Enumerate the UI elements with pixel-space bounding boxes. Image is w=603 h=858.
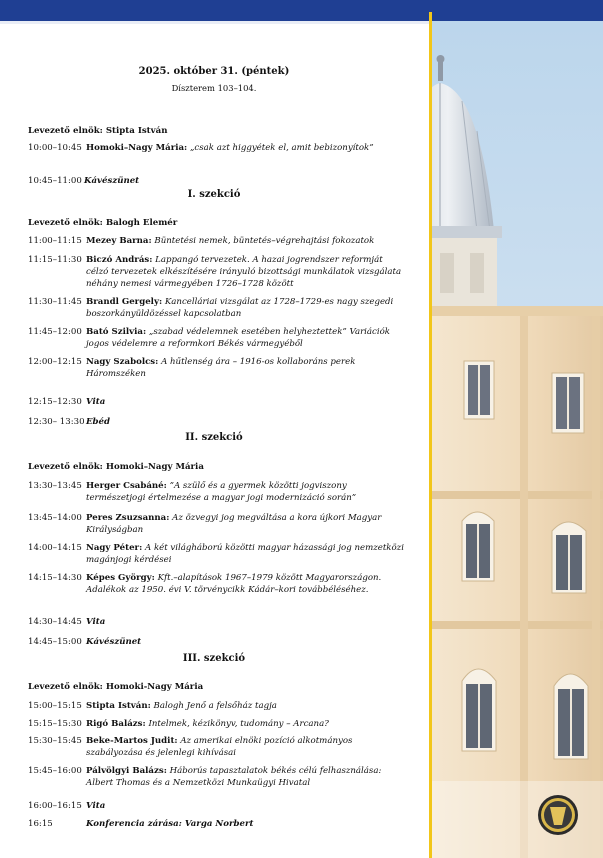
talk-biczo-line2: célzó tervezetek elkészítésére irányuló bizottsági munkálatok vizsgálata <box>86 267 402 277</box>
time-1430: 14:30–14:45 <box>28 617 82 627</box>
coffee-break-2: Kávészünet <box>86 637 142 647</box>
chair-block0: Levezető elnök: Stipta István <box>28 126 168 136</box>
talk-palvolgyi: Pálvölgyi Balázs: Háborús tapasztalatok békés célú felhasználása: <box>86 766 382 776</box>
time-1600: 16:00–16:15 <box>28 801 82 811</box>
talk-kepes: Képes György: Kft.–alapítások 1967–1979 között Magyarországon. <box>86 573 382 583</box>
chair-section3: Levezető elnök: Homoki-Nagy Mária <box>28 682 204 692</box>
time-1100: 11:00–11:15 <box>28 236 82 246</box>
time-1445: 14:45–15:00 <box>28 637 82 647</box>
talk-biczo: Biczó András: Lappangó tervezetek. A hazai jogrendszer reformját <box>86 255 383 265</box>
time-1230: 12:30– 13:30 <box>28 417 85 427</box>
building-illustration <box>432 21 603 858</box>
talk-beke-martos: Beke-Martos Judit: Az amerikai elnöki pozíció alkotmányos <box>86 736 353 746</box>
talk-brandl: Brandl Gergely: Kancelláriai vizsgálat az 1728–1729-es nagy szegedi <box>86 297 394 307</box>
talk-stipta: Stipta István: Balogh Jenő a felsőház tagja <box>86 701 277 711</box>
time-1200: 12:00–12:15 <box>28 357 82 367</box>
talk-mezey: Mezey Barna: Büntetési nemek, büntetés–végrehajtási fokozatok <box>86 236 375 246</box>
conference-closing: Konferencia zárása: Varga Norbert <box>86 819 254 829</box>
emblem-seal <box>538 795 578 835</box>
time-1345: 13:45–14:00 <box>28 513 82 523</box>
talk-peres: Peres Zsuzsanna: Az özvegyi jog megváltása a kora újkori Magyar <box>86 513 382 523</box>
section-3-heading: III. szekció <box>182 653 246 664</box>
event-date: 2025. október 31. (péntek) <box>138 66 290 77</box>
chair-section2: Levezető elnök: Homoki–Nagy Mária <box>28 462 204 472</box>
talk-nagy-peter: Nagy Péter: A két világháború közötti magyar házassági jog nemzetközi <box>86 543 404 553</box>
talk-nagy-peter-line2: magánjogi kérdései <box>86 555 172 565</box>
chair-section1: Levezető elnök: Balogh Elemér <box>28 218 178 228</box>
time-1215: 12:15–12:30 <box>28 397 82 407</box>
lunch: Ebéd <box>86 417 111 427</box>
talk-nagy-szabolcs: Nagy Szabolcs: A hűtlenség ára – 1916-os kollaboráns perek <box>86 357 356 367</box>
yellow-divider-line <box>429 12 432 858</box>
building-photo <box>432 21 603 858</box>
time-1545: 15:45–16:00 <box>28 766 82 776</box>
speaker-name: Homoki–Nagy Mária: <box>86 143 188 153</box>
vita-1: Vita <box>86 397 106 407</box>
time-1530: 15:30–15:45 <box>28 736 82 746</box>
time-1515: 15:15–15:30 <box>28 719 82 729</box>
time-1130: 11:30–11:45 <box>28 297 82 307</box>
vita-3: Vita <box>86 801 106 811</box>
time-1415: 14:15–14:30 <box>28 573 82 583</box>
time-1500: 15:00–15:15 <box>28 701 82 711</box>
talk-homoki-1 <box>86 142 374 154</box>
talk-bato-line2: jogos védelemre a reformkori Békés vármegyéből <box>86 339 303 349</box>
talk-kepes-line2: Adalékok az 1950. évi V. törvénycikk Kádár–kori továbbéléséhez. <box>86 585 369 595</box>
time-1145: 11:45–12:00 <box>28 327 82 337</box>
talk-bato: Bató Szilvia: „szabad védelemnek esetében helyheztettek” Variációk <box>86 327 390 337</box>
talk-herger: Herger Csabáné: ”A szülő és a gyermek közötti jogviszony <box>86 481 347 491</box>
coffee-break-1: Kávészünet <box>84 176 140 186</box>
section-2-heading: II. szekció <box>185 432 243 443</box>
time-1400: 14:00–14:15 <box>28 543 82 553</box>
talk-palvolgyi-line2: Albert Thomas és a Nemzetközi Munkaügyi Hivatal <box>86 778 311 788</box>
talk-brandl-line2: boszorkányüldözéssel kapcsolatban <box>86 309 242 319</box>
talk-herger-line2: természetjogi értelmezése a magyar jogi modernizáció során” <box>86 493 357 503</box>
talk-beke-martos-line2: szabályozása és jelenlegi kihívásai <box>86 748 237 758</box>
talk-rigo: Rigó Balázs: Intelmek, kézikönyv, tudomány – Arcana? <box>86 719 329 729</box>
time-1330: 13:30–13:45 <box>28 481 82 491</box>
event-room: Díszterem 103–104. <box>171 83 257 93</box>
time-1045: 10:45–11:00 <box>28 176 82 186</box>
talk-biczo-line3: néhány nemesi vármegyében 1726–1728 között <box>86 279 294 289</box>
talk-peres-line2: Királyságban <box>86 525 144 535</box>
vita-2: Vita <box>86 617 106 627</box>
time-1615: 16:15 <box>28 819 53 829</box>
talk-nagy-szabolcs-line2: Háromszéken <box>86 369 146 379</box>
time-1115: 11:15–11:30 <box>28 255 82 265</box>
section-1-heading: I. szekció <box>187 189 241 200</box>
talk-title: „csak azt higgyétek el, amit bebizonyítok” <box>189 143 374 153</box>
time-1000: 10:00–10:45 <box>28 143 82 153</box>
